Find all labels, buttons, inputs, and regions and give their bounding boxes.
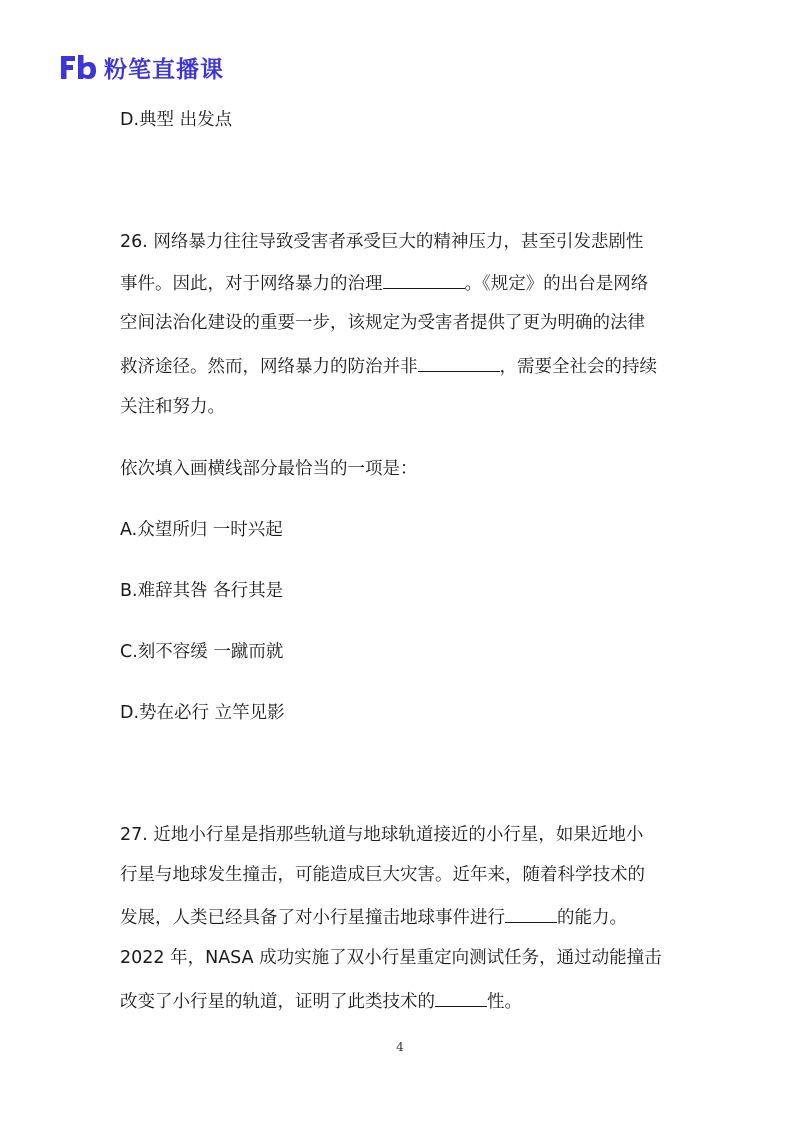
q26-line-5: 关注和努力。	[120, 397, 225, 417]
q27-line-4: 2022 年，NASA 成功实施了双小行星重定向测试任务，通过动能撞击	[120, 948, 662, 968]
blank-3	[505, 904, 557, 923]
q27-line-5	[120, 988, 522, 1014]
q27-line-3-part-a: 发展，人类已经具备了对小行星撞击地球事件进行	[120, 908, 505, 928]
q26-line-4-part-a: 救济途径。然而，网络暴力的防治并非	[120, 357, 418, 377]
q27-line-5-part-b: 性。	[487, 992, 522, 1012]
blank-1	[383, 270, 465, 289]
q27-line-1: 27. 近地小行星是指那些轨道与地球轨道接近的小行星，如果近地小	[120, 825, 644, 845]
q27-line-2: 行星与地球发生撞击，可能造成巨大灾害。近年来，随着科学技术的	[120, 865, 645, 885]
header	[58, 50, 224, 84]
q26-option-d: D.势在必行 立竿见影	[120, 703, 285, 723]
blank-4	[435, 988, 487, 1007]
q26-option-b: B.难辞其咎 各行其是	[120, 581, 284, 601]
q26-prompt: 依次填入画横线部分最恰当的一项是：	[120, 459, 418, 479]
fb-logo-icon	[58, 52, 98, 82]
prev-option-d: D.典型 出发点	[120, 110, 233, 130]
blank-2	[418, 353, 500, 372]
q26-line-4-part-b: ，需要全社会的持续	[499, 357, 657, 377]
q26-option-a: A.众望所归 一时兴起	[120, 520, 283, 540]
q27-line-5-part-a: 改变了小行星的轨道，证明了此类技术的	[120, 992, 435, 1012]
q26-line-1: 26. 网络暴力往往导致受害者承受巨大的精神压力，甚至引发悲剧性	[120, 232, 644, 252]
q26-line-2-part-a: 事件。因此，对于网络暴力的治理	[120, 274, 383, 294]
q26-line-2	[120, 270, 648, 296]
q26-line-2-part-b: 。《规定》的出台是网络	[464, 274, 649, 294]
page-number: 4	[396, 1040, 404, 1054]
q26-line-3: 空间法治化建设的重要一步，该规定为受害者提供了更为明确的法律	[120, 313, 645, 333]
q26-line-4	[120, 353, 657, 379]
q27-line-3-part-b: 的能力。	[557, 908, 627, 928]
q26-option-c: C.刻不容缓 一蹴而就	[120, 642, 284, 662]
brand-name: 粉笔直播课	[104, 56, 224, 83]
q27-line-3	[120, 904, 627, 930]
